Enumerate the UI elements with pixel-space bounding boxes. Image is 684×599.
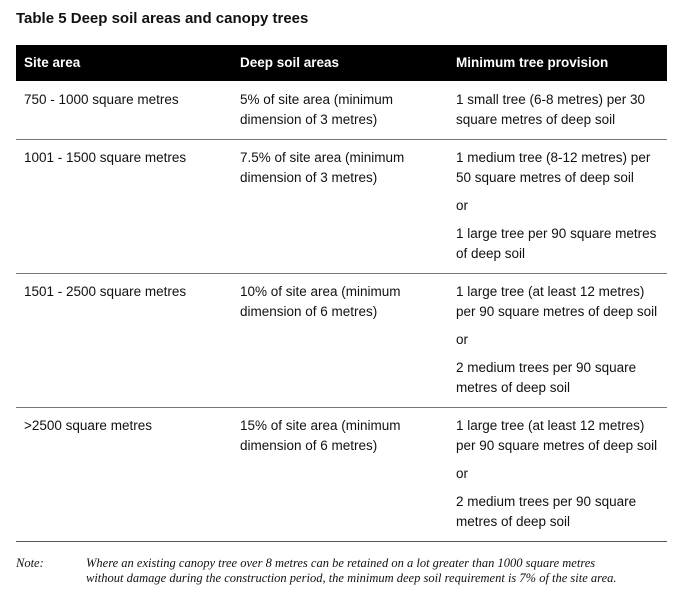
deep-soil-cell <box>232 140 448 274</box>
provision-line: metres of deep soil <box>456 380 571 395</box>
provision-line: of deep soil <box>456 246 526 261</box>
provision-line: 2 medium trees per 90 square <box>456 494 637 509</box>
deep-soil-line: dimension of 6 metres) <box>240 304 378 319</box>
provision-line: or <box>456 332 469 347</box>
tree-provision-cell <box>448 81 667 140</box>
provision-line: or <box>456 198 469 213</box>
provision-line: 1 large tree per 90 square metres <box>456 226 657 241</box>
site-area-text: 1501 - 2500 square metres <box>24 284 187 299</box>
provision-line: 1 small tree (6-8 metres) per 30 <box>456 92 646 107</box>
deep-soil-table <box>16 45 667 542</box>
site-area-cell <box>16 274 232 408</box>
provision-line: or <box>456 466 469 481</box>
provision-paragraph <box>456 330 659 350</box>
header-deep-soil-areas: Deep soil areas <box>232 45 448 81</box>
deep-soil-cell <box>232 81 448 140</box>
deep-soil-line: 15% of site area (minimum <box>240 418 401 433</box>
provision-line: per 90 square metres of deep soil <box>456 438 658 453</box>
deep-soil-line: dimension of 3 metres) <box>240 112 378 127</box>
site-area-text: 1001 - 1500 square metres <box>24 150 187 165</box>
provision-line: square metres of deep soil <box>456 112 616 127</box>
provision-paragraph <box>456 148 659 188</box>
site-area-cell <box>16 81 232 140</box>
provision-paragraph <box>456 464 659 484</box>
tree-provision-cell <box>448 274 667 408</box>
note-line: without damage during the construction period, the minimum deep soil requirement is 7% of the site area. <box>86 571 617 585</box>
provision-line: per 90 square metres of deep soil <box>456 304 658 319</box>
provision-line: 2 medium trees per 90 square <box>456 360 637 375</box>
deep-soil-line: dimension of 3 metres) <box>240 170 378 185</box>
provision-paragraph <box>456 358 659 398</box>
deep-soil-line: 10% of site area (minimum <box>240 284 401 299</box>
site-area-cell <box>16 408 232 542</box>
table-row <box>16 408 667 542</box>
header-site-area: Site area <box>16 45 232 81</box>
provision-paragraph <box>456 282 659 322</box>
deep-soil-cell <box>232 408 448 542</box>
provision-paragraph <box>456 416 659 456</box>
table-body <box>16 81 667 542</box>
site-area-text: >2500 square metres <box>24 418 152 433</box>
note-text <box>86 556 682 586</box>
provision-paragraph <box>456 196 659 216</box>
deep-soil-line: dimension of 6 metres) <box>240 438 378 453</box>
note-line: Where an existing canopy tree over 8 metres can be retained on a lot greater than 1000 square metres <box>86 556 596 570</box>
deep-soil-cell <box>232 274 448 408</box>
provision-line: metres of deep soil <box>456 514 571 529</box>
header-minimum-tree-provision: Minimum tree provision <box>448 45 667 81</box>
tree-provision-cell <box>448 140 667 274</box>
table-title: Table 5 Deep soil areas and canopy trees <box>16 10 309 27</box>
table-row <box>16 81 667 140</box>
note-label: Note: <box>16 556 44 570</box>
site-area-cell <box>16 140 232 274</box>
provision-paragraph <box>456 90 659 130</box>
table-row <box>16 140 667 274</box>
tree-provision-cell <box>448 408 667 542</box>
deep-soil-line: 7.5% of site area (minimum <box>240 150 405 165</box>
provision-line: 50 square metres of deep soil <box>456 170 634 185</box>
provision-line: 1 large tree (at least 12 metres) <box>456 418 645 433</box>
provision-paragraph <box>456 492 659 532</box>
deep-soil-line: 5% of site area (minimum <box>240 92 394 107</box>
site-area-text: 750 - 1000 square metres <box>24 92 179 107</box>
provision-line: 1 medium tree (8-12 metres) per <box>456 150 651 165</box>
header-row <box>16 45 667 81</box>
provision-line: 1 large tree (at least 12 metres) <box>456 284 645 299</box>
table-row <box>16 274 667 408</box>
provision-paragraph <box>456 224 659 264</box>
